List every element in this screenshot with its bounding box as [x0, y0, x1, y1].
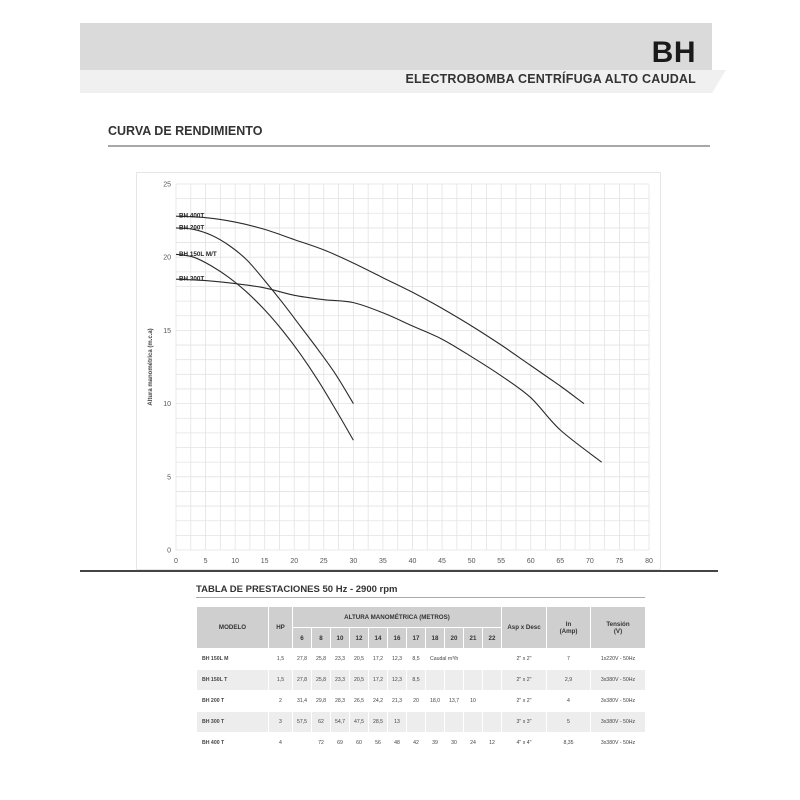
amp-cell: 4 — [547, 691, 591, 712]
x-tick-label: 75 — [615, 558, 624, 565]
amp-cell: 8,35 — [547, 733, 591, 754]
table-row — [197, 670, 646, 691]
performance-chart — [136, 172, 659, 568]
hp-cell: 1,5 — [269, 649, 293, 670]
caudal-note: Caudal m³/h — [426, 649, 483, 670]
flow-cell: 23,3 — [331, 670, 350, 691]
flow-cell: 12,3 — [388, 670, 407, 691]
series-label-bh-300t: BH 300T — [179, 275, 205, 283]
flow-cell: 31,4 — [293, 691, 312, 712]
series-label-bh-150l-m-t: BH 150L M/T — [179, 250, 217, 258]
tension-cell: 3x380V - 50Hz — [591, 712, 646, 733]
asp-cell: 2" x 2" — [502, 649, 547, 670]
flow-cell — [426, 670, 445, 691]
flow-cell: 28,5 — [369, 712, 388, 733]
product-subtitle: ELECTROBOMBA CENTRÍFUGA ALTO CAUDAL — [405, 72, 696, 86]
col-header-model: MODELO — [197, 607, 269, 649]
flow-cell — [293, 733, 312, 754]
series-line-bh-400t — [176, 216, 584, 403]
table-row — [197, 733, 646, 754]
x-tick-label: 80 — [645, 558, 653, 565]
flow-cell: 56 — [369, 733, 388, 754]
flow-cell — [445, 670, 464, 691]
y-tick-label: 5 — [167, 474, 171, 482]
x-tick-label: 25 — [319, 558, 328, 565]
flow-cell — [483, 649, 502, 670]
altura-column-header: 12 — [350, 628, 369, 649]
x-tick-label: 30 — [349, 558, 358, 565]
performance-table — [196, 606, 646, 754]
x-tick-label: 40 — [408, 558, 417, 565]
asp-cell: 4" x 4" — [502, 733, 547, 754]
flow-cell: 25,8 — [312, 649, 331, 670]
flow-cell: 48 — [388, 733, 407, 754]
x-tick-label: 45 — [438, 558, 446, 565]
col-header-altura: ALTURA MANOMÉTRICA (METROS) — [293, 607, 502, 628]
flow-cell: 25,8 — [312, 670, 331, 691]
model-cell: BH 300 T — [197, 712, 269, 733]
altura-column-header: 18 — [426, 628, 445, 649]
altura-column-header: 14 — [369, 628, 388, 649]
section-rule — [108, 145, 710, 147]
x-tick-label: 15 — [260, 558, 269, 565]
flow-cell: 29,8 — [312, 691, 331, 712]
model-cell: BH 200 T — [197, 691, 269, 712]
flow-cell — [407, 712, 426, 733]
hp-cell: 3 — [269, 712, 293, 733]
flow-cell: 27,8 — [293, 649, 312, 670]
flow-cell: 27,8 — [293, 670, 312, 691]
col-header-asp: Asp x Desc — [502, 607, 547, 649]
table-rule — [196, 597, 645, 598]
series-label-bh-200t: BH 200T — [179, 224, 205, 232]
altura-column-header: 20 — [445, 628, 464, 649]
altura-column-header: 16 — [388, 628, 407, 649]
x-tick-label: 60 — [526, 558, 535, 565]
amp-cell: 7 — [547, 649, 591, 670]
hp-cell: 1,5 — [269, 670, 293, 691]
flow-cell: 20 — [407, 691, 426, 712]
y-tick-label: 20 — [163, 254, 171, 262]
flow-cell: 21,3 — [388, 691, 407, 712]
product-code: BH — [651, 36, 696, 69]
flow-cell — [483, 712, 502, 733]
flow-cell: 12,3 — [388, 649, 407, 670]
col-header-hp: HP — [269, 607, 293, 649]
hp-cell: 4 — [269, 733, 293, 754]
flow-cell: 8,5 — [407, 670, 426, 691]
flow-cell: 24,2 — [369, 691, 388, 712]
tension-cell: 3x380V - 50Hz — [591, 670, 646, 691]
x-tick-label: 50 — [467, 558, 476, 565]
flow-cell: 30 — [445, 733, 464, 754]
flow-cell: 39 — [426, 733, 445, 754]
flow-cell — [464, 712, 483, 733]
model-cell: BH 400 T — [197, 733, 269, 754]
x-tick-label: 35 — [379, 558, 387, 565]
flow-cell: 12 — [483, 733, 502, 754]
section-title: CURVA DE RENDIMIENTO — [108, 124, 263, 138]
flow-cell: 20,5 — [350, 649, 369, 670]
tension-cell: 1x220V - 50Hz — [591, 649, 646, 670]
model-cell: BH 150L T — [197, 670, 269, 691]
flow-cell: 13 — [388, 712, 407, 733]
flow-cell: 62 — [312, 712, 331, 733]
flow-cell: 57,5 — [293, 712, 312, 733]
flow-cell: 60 — [350, 733, 369, 754]
y-axis-label: Altura manométrica (m.c.a) — [148, 328, 154, 406]
y-tick-label: 10 — [163, 401, 171, 409]
flow-cell — [464, 670, 483, 691]
amp-cell: 5 — [547, 712, 591, 733]
model-cell: BH 150L M — [197, 649, 269, 670]
table-row — [197, 712, 646, 733]
flow-cell: 47,5 — [350, 712, 369, 733]
asp-cell: 2" x 2" — [502, 691, 547, 712]
series-label-bh-400t: BH 400T — [179, 212, 205, 220]
table-title: TABLA DE PRESTACIONES 50 Hz - 2900 rpm — [196, 584, 398, 595]
flow-cell: 8,5 — [407, 649, 426, 670]
flow-cell — [483, 670, 502, 691]
tension-cell: 3x380V - 50Hz — [591, 733, 646, 754]
asp-cell: 2" x 2" — [502, 670, 547, 691]
altura-column-header: 6 — [293, 628, 312, 649]
altura-column-header: 21 — [464, 628, 483, 649]
amp-cell: 2,9 — [547, 670, 591, 691]
col-header-tension: Tensión (V) — [591, 607, 646, 649]
x-tick-label: 65 — [556, 558, 565, 565]
altura-column-header: 8 — [312, 628, 331, 649]
col-header-amp: In (Amp) — [547, 607, 591, 649]
y-tick-label: 15 — [163, 327, 171, 335]
hp-cell: 2 — [269, 691, 293, 712]
altura-column-header: 10 — [331, 628, 350, 649]
x-tick-label: 0 — [174, 558, 178, 565]
flow-cell: 26,5 — [350, 691, 369, 712]
flow-cell: 69 — [331, 733, 350, 754]
flow-cell: 10 — [464, 691, 483, 712]
flow-cell: 23,3 — [331, 649, 350, 670]
table-row — [197, 691, 646, 712]
altura-column-header: 22 — [483, 628, 502, 649]
flow-cell: 18,0 — [426, 691, 445, 712]
x-tick-label: 55 — [497, 558, 506, 565]
x-tick-label: 70 — [585, 558, 594, 565]
asp-cell: 3" x 3" — [502, 712, 547, 733]
x-tick-label: 5 — [203, 558, 208, 565]
flow-cell: 13,7 — [445, 691, 464, 712]
altura-column-header: 17 — [407, 628, 426, 649]
y-tick-label: 25 — [163, 181, 171, 189]
x-tick-label: 20 — [290, 558, 299, 565]
flow-cell — [483, 691, 502, 712]
flow-cell: 20,5 — [350, 670, 369, 691]
flow-cell: 28,3 — [331, 691, 350, 712]
table-row — [197, 649, 646, 670]
flow-cell: 17,2 — [369, 670, 388, 691]
flow-cell: 24 — [464, 733, 483, 754]
y-tick-label: 0 — [167, 547, 171, 555]
flow-cell: 17,2 — [369, 649, 388, 670]
flow-cell: 72 — [312, 733, 331, 754]
tension-cell: 3x380V - 50Hz — [591, 691, 646, 712]
section-divider — [80, 570, 718, 572]
flow-cell: 42 — [407, 733, 426, 754]
x-tick-label: 10 — [231, 558, 240, 565]
flow-cell: 54,7 — [331, 712, 350, 733]
flow-cell — [445, 712, 464, 733]
flow-cell — [426, 712, 445, 733]
